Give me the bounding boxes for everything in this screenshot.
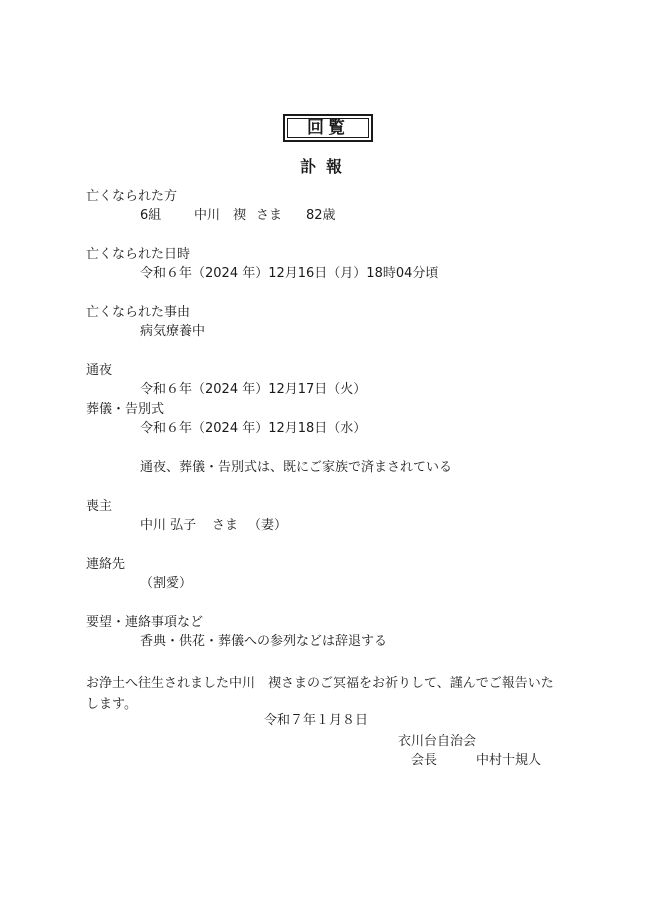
cause-label: 亡くなられた事由 bbox=[86, 305, 191, 320]
page-title: 訃報 bbox=[299, 157, 352, 176]
signer-role: 会長 bbox=[411, 753, 438, 768]
cause-value: 病気療養中 bbox=[140, 324, 206, 339]
deceased-name: 中川 禊 bbox=[194, 208, 247, 223]
requests-value: 香典・供花・葬儀への参列などは辞退する bbox=[140, 634, 388, 649]
chief-mourner-label: 喪主 bbox=[86, 499, 113, 514]
issue-date: 令和７年１月８日 bbox=[264, 713, 369, 728]
closing-paragraph: お浄土へ往生されました中川 禊さまのご冥福をお祈りして、謹んでご報告いたします。 bbox=[86, 676, 554, 712]
chief-mourner-name: 中川 弘子 bbox=[140, 518, 197, 533]
organization-name: 衣川台自治会 bbox=[398, 734, 477, 749]
deceased-honorific: さま bbox=[256, 208, 283, 223]
chief-mourner-relation: （妻） bbox=[248, 518, 288, 533]
contact-value: （割愛） bbox=[140, 576, 193, 591]
contact-label: 連絡先 bbox=[86, 557, 126, 572]
death-time-label: 亡くなられた日時 bbox=[86, 247, 191, 262]
requests-label: 要望・連絡事項など bbox=[86, 615, 204, 630]
death-time-value: 令和６年（2024 年）12月16日（月）18時04分頃 bbox=[140, 266, 439, 281]
wake-value: 令和６年（2024 年）12月17日（火） bbox=[140, 382, 367, 397]
deceased-age: 82歳 bbox=[306, 208, 336, 223]
funeral-value: 令和６年（2024 年）12月18日（水） bbox=[140, 421, 367, 436]
funeral-note: 通夜、葬儀・告別式は、既にご家族で済まされている bbox=[140, 460, 453, 475]
funeral-label: 葬儀・告別式 bbox=[86, 402, 165, 417]
wake-label: 通夜 bbox=[86, 363, 113, 378]
circulation-title-box: 回覧 bbox=[283, 114, 373, 142]
signer-name: 中村十規人 bbox=[476, 753, 542, 768]
chief-mourner-honorific: さま bbox=[212, 518, 239, 533]
deceased-label: 亡くなられた方 bbox=[86, 189, 178, 204]
deceased-group: 6組 bbox=[140, 208, 162, 223]
